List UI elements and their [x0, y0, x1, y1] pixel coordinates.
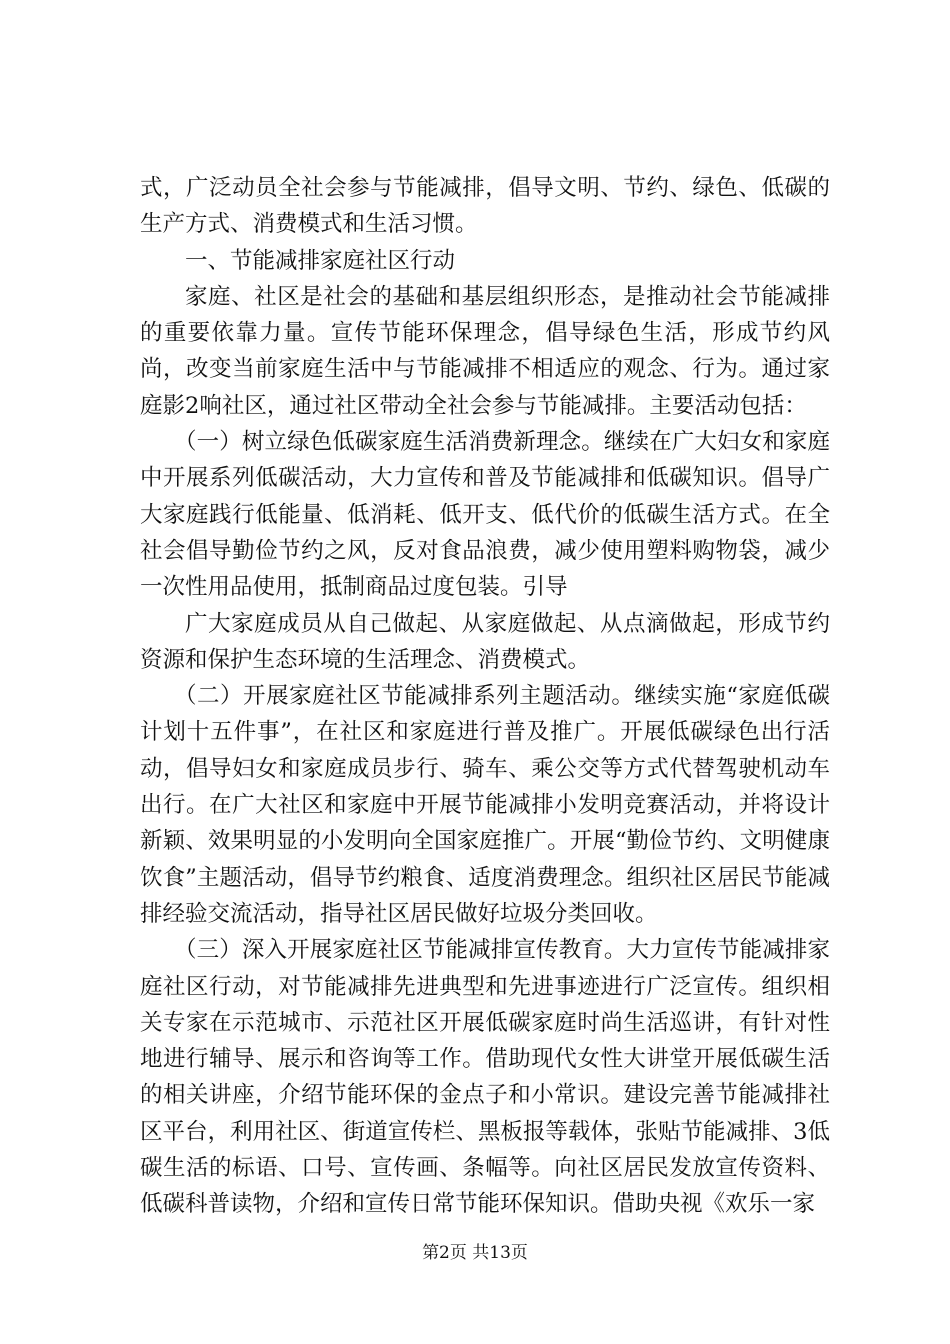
- paragraph-item-3: （三）深入开展家庭社区节能减排宣传教育。大力宣传节能减排家庭社区行动，对节能减排先进典型和先进事迹进行广泛宣传。组织相关专家在示范城市、示范社区开展低碳家庭时尚生活巡讲，有针对性地进行辅导、展示和咨询等工作。借助现代女性大讲堂开展低碳生活的相关讲座，介绍节能环保的金点子和小常识。建设完善节能减排社区平台，利用社区、街道宣传栏、黑板报等载体，张贴节能减排、3低碳生活的标语、口号、宣传画、条幅等。向社区居民发放宣传资料、低碳科普读物，介绍和宣传日常节能环保知识。借助央视《欢乐一家: [140, 937, 830, 1218]
- paragraph-item-2: （二）开展家庭社区节能减排系列主题活动。继续实施“家庭低碳计划十五件事”，在社区和家庭进行普及推广。开展低碳绿色出行活动，倡导妇女和家庭成员步行、骑车、乘公交等方式代替驾驶机动车出行。在广大社区和家庭中开展节能减排小发明竞赛活动，并将设计新颖、效果明显的小发明向全国家庭推广。开展“勤俭节约、文明健康饮食”主题活动，倡导节约粮食、适度消费理念。组织社区居民节能减排经验交流活动，指导社区居民做好垃圾分类回收。: [140, 683, 830, 927]
- paragraph-item-1: （一）树立绿色低碳家庭生活消费新理念。继续在广大妇女和家庭中开展系列低碳活动，大力宣传和普及节能减排和低碳知识。倡导广大家庭践行低能量、低消耗、低开支、低代价的低碳生活方式。在全社会倡导勤俭节约之风，反对食品浪费，减少使用塑料购物袋，减少一次性用品使用，抵制商品过度包装。引导: [140, 429, 830, 601]
- paragraph-intro: 家庭、社区是社会的基础和基层组织形态，是推动社会节能减排的重要依靠力量。宣传节能环保理念，倡导绿色生活，形成节约风尚，改变当前家庭生活中与节能减排不相适应的观念、行为。通过家庭影2响社区，通过社区带动全社会参与节能减排。主要活动包括：: [140, 283, 830, 419]
- page-footer: 第2页 共13页: [422, 1243, 528, 1263]
- paragraph-continuation: 式，广泛动员全社会参与节能减排，倡导文明、节约、绿色、低碳的生产方式、消费模式和生活习惯。: [140, 175, 830, 238]
- document-body: [140, 170, 830, 1223]
- paragraph-item-1-cont: 广大家庭成员从自己做起、从家庭做起、从点滴做起，形成节约资源和保护生态环境的生活理念、消费模式。: [140, 610, 830, 673]
- section-heading: 一、节能减排家庭社区行动: [185, 247, 456, 274]
